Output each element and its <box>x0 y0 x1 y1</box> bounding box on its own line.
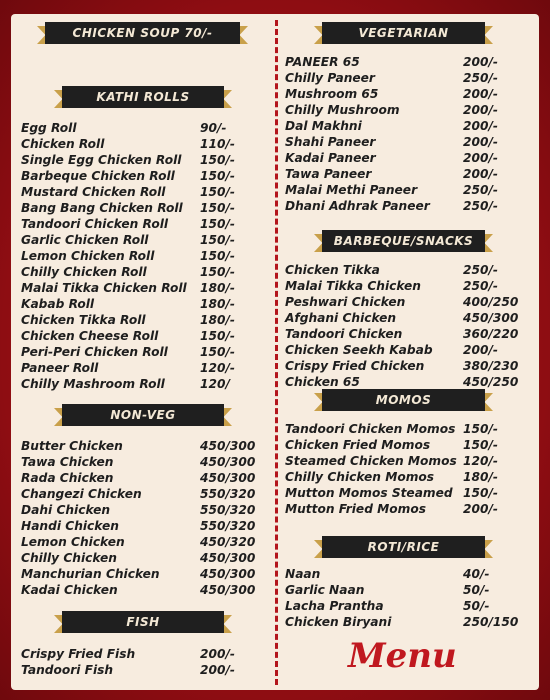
item-price: 120/- <box>463 454 498 468</box>
menu-item <box>21 184 165 200</box>
menu-item <box>21 646 135 662</box>
menu-item <box>21 662 113 678</box>
menu-item <box>21 280 187 296</box>
item-price: 450/250 <box>463 375 519 389</box>
item-price: 450/300 <box>200 439 256 453</box>
menu-item <box>21 454 113 470</box>
item-name: Garlic Chicken Roll <box>21 233 149 247</box>
item-price: 150/- <box>200 265 235 279</box>
menu-item <box>21 312 146 328</box>
menu-item <box>285 614 391 630</box>
item-price: 50/- <box>463 583 490 597</box>
item-price: 90/- <box>200 121 227 135</box>
item-price: 450/300 <box>200 583 256 597</box>
fish-heading: FISH <box>62 611 224 633</box>
item-price: 150/- <box>200 169 235 183</box>
item-name: Chicken 65 <box>285 375 360 389</box>
item-price: 150/- <box>200 249 235 263</box>
item-price: 40/- <box>463 567 490 581</box>
item-name: Crispy Fried Chicken <box>285 359 425 373</box>
item-price: 180/- <box>200 281 235 295</box>
item-name: Chilly Mashroom Roll <box>21 377 165 391</box>
item-price: 150/- <box>200 233 235 247</box>
menu-item <box>285 294 405 310</box>
item-price: 200/- <box>463 151 498 165</box>
menu-item <box>21 438 123 454</box>
item-name: Lemon Chicken Roll <box>21 249 155 263</box>
item-price: 120/ <box>200 377 230 391</box>
item-name: Chicken Roll <box>21 137 105 151</box>
item-name: Tandoori Chicken Roll <box>21 217 169 231</box>
item-price: 400/250 <box>463 295 519 309</box>
menu-item <box>285 485 453 501</box>
menu-item <box>21 486 142 502</box>
item-name: Chilly Paneer <box>285 71 375 85</box>
item-price: 250/- <box>463 183 498 197</box>
item-price: 110/- <box>200 137 235 151</box>
fish-banner <box>62 611 224 633</box>
item-name: Kabab Roll <box>21 297 95 311</box>
item-price: 150/- <box>200 345 235 359</box>
item-name: Egg Roll <box>21 121 77 135</box>
item-name: Lacha Prantha <box>285 599 384 613</box>
menu-item <box>285 262 380 278</box>
menu-item <box>285 198 430 214</box>
item-name: Barbeque Chicken Roll <box>21 169 175 183</box>
menu-item <box>21 566 160 582</box>
kathi-rolls-heading: KATHI ROLLS <box>62 86 224 108</box>
item-name: PANEER 65 <box>285 55 360 69</box>
item-name: Dahi Chicken <box>21 503 111 517</box>
item-name: Chilly Chicken Momos <box>285 470 435 484</box>
column-divider <box>275 20 278 685</box>
menu-item <box>285 166 371 182</box>
item-price: 200/- <box>463 167 498 181</box>
item-name: Manchurian Chicken <box>21 567 160 581</box>
menu-item <box>285 326 402 342</box>
menu-item <box>285 342 433 358</box>
menu-item <box>285 118 362 134</box>
momos-banner <box>322 389 485 411</box>
menu-item <box>21 550 117 566</box>
item-name: Steamed Chicken Momos <box>285 454 457 468</box>
item-price: 450/300 <box>463 311 519 325</box>
item-name: Garlic Naan <box>285 583 365 597</box>
item-price: 150/- <box>200 201 235 215</box>
item-name: Peri-Peri Chicken Roll <box>21 345 168 359</box>
item-price: 200/- <box>463 55 498 69</box>
menu-item <box>21 232 148 248</box>
item-price: 120/- <box>200 361 235 375</box>
menu-item <box>285 70 375 86</box>
item-name: Chicken Tikka Roll <box>21 313 146 327</box>
menu-item <box>21 264 147 280</box>
item-price: 150/- <box>200 185 235 199</box>
item-price: 50/- <box>463 599 490 613</box>
item-name: Chilly Chicken Roll <box>21 265 147 279</box>
item-name: Chilly Mushroom <box>285 103 400 117</box>
item-price: 200/- <box>463 87 498 101</box>
menu-item <box>285 469 434 485</box>
item-name: Chicken Fried Momos <box>285 438 431 452</box>
kathi-rolls-banner <box>62 86 224 108</box>
item-name: Mutton Fried Momos <box>285 502 426 516</box>
item-price: 550/320 <box>200 503 256 517</box>
item-name: Crispy Fried Fish <box>21 647 136 661</box>
menu-item <box>21 328 158 344</box>
item-name: Mushroom 65 <box>285 87 379 101</box>
item-name: Tandoori Chicken Momos <box>285 422 456 436</box>
roti-rice-heading: ROTI/RICE <box>322 536 485 558</box>
non-veg-heading: NON-VEG <box>62 404 224 426</box>
item-name: Handi Chicken <box>21 519 119 533</box>
roti-rice-banner <box>322 536 485 558</box>
item-price: 200/- <box>463 103 498 117</box>
menu-item <box>285 501 426 517</box>
item-name: Malai Tikka Chicken Roll <box>21 281 187 295</box>
menu-item <box>21 344 168 360</box>
item-name: Malai Tikka Chicken <box>285 279 421 293</box>
item-name: Tawa Chicken <box>21 455 114 469</box>
item-name: Rada Chicken <box>21 471 114 485</box>
item-price: 250/- <box>463 279 498 293</box>
menu-item <box>21 296 94 312</box>
menu-item <box>21 248 154 264</box>
item-name: Kadai Chicken <box>21 583 118 597</box>
item-name: Tawa Paneer <box>285 167 372 181</box>
menu-item <box>21 360 98 376</box>
item-name: Chicken Cheese Roll <box>21 329 159 343</box>
item-name: Afghani Chicken <box>285 311 397 325</box>
item-price: 380/230 <box>463 359 519 373</box>
item-price: 150/- <box>463 486 498 500</box>
menu-item <box>285 102 400 118</box>
menu-item <box>285 582 364 598</box>
menu-item <box>21 136 104 152</box>
item-name: Dal Makhni <box>285 119 362 133</box>
item-price: 200/- <box>463 135 498 149</box>
menu-item <box>285 421 455 437</box>
item-name: Mutton Momos Steamed <box>285 486 453 500</box>
item-price: 550/320 <box>200 519 256 533</box>
vegetarian-heading: VEGETARIAN <box>322 22 485 44</box>
item-name: Chilly Chicken <box>21 551 117 565</box>
menu-item <box>21 470 113 486</box>
menu-item <box>285 54 360 70</box>
menu-item <box>285 134 375 150</box>
menu-item <box>285 278 421 294</box>
item-price: 180/- <box>200 313 235 327</box>
item-name: Changezi Chicken <box>21 487 142 501</box>
item-price: 250/150 <box>463 615 519 629</box>
item-price: 150/- <box>200 153 235 167</box>
item-name: Lemon Chicken <box>21 535 125 549</box>
menu-item <box>21 216 168 232</box>
menu-item <box>21 534 125 550</box>
item-price: 450/300 <box>200 567 256 581</box>
item-price: 200/- <box>463 502 498 516</box>
item-price: 250/- <box>463 199 498 213</box>
menu-item <box>285 358 424 374</box>
item-name: Chicken Seekh Kabab <box>285 343 433 357</box>
item-price: 200/- <box>463 343 498 357</box>
item-name: Naan <box>285 567 321 581</box>
item-name: Chicken Biryani <box>285 615 392 629</box>
chicken-soup-banner <box>45 22 240 44</box>
menu-item <box>21 376 165 392</box>
item-price: 200/- <box>200 663 235 677</box>
item-price: 450/300 <box>200 471 256 485</box>
item-name: Paneer Roll <box>21 361 99 375</box>
item-name: Single Egg Chicken Roll <box>21 153 182 167</box>
item-price: 450/300 <box>200 551 256 565</box>
menu-title: Menu <box>348 636 457 676</box>
menu-item <box>285 150 376 166</box>
item-price: 180/- <box>200 297 235 311</box>
item-name: Butter Chicken <box>21 439 123 453</box>
item-price: 150/- <box>200 217 235 231</box>
chicken-soup-label: CHICKEN SOUP 70/- <box>45 22 240 44</box>
menu-item <box>21 200 183 216</box>
barbeque-heading: BARBEQUE/SNACKS <box>322 230 485 252</box>
item-price: 150/- <box>463 422 498 436</box>
vegetarian-banner <box>322 22 485 44</box>
item-name: Chicken Tikka <box>285 263 380 277</box>
item-name: Tandoori Fish <box>21 663 114 677</box>
menu-item <box>285 453 457 469</box>
item-price: 550/320 <box>200 487 256 501</box>
menu-item <box>285 310 396 326</box>
menu-item <box>21 168 175 184</box>
item-price: 450/300 <box>200 455 256 469</box>
item-name: Shahi Paneer <box>285 135 376 149</box>
menu-item <box>21 518 119 534</box>
item-price: 150/- <box>200 329 235 343</box>
menu-item <box>285 182 417 198</box>
menu-item <box>285 437 430 453</box>
item-price: 250/- <box>463 263 498 277</box>
menu-item <box>285 598 384 614</box>
item-name: Kadai Paneer <box>285 151 376 165</box>
menu-item <box>285 374 360 390</box>
item-name: Dhani Adhrak Paneer <box>285 199 430 213</box>
item-price: 200/- <box>200 647 235 661</box>
non-veg-banner <box>62 404 224 426</box>
menu-item <box>21 502 110 518</box>
barbeque-banner <box>322 230 485 252</box>
menu-item <box>21 582 118 598</box>
item-price: 200/- <box>463 119 498 133</box>
item-price: 450/320 <box>200 535 256 549</box>
menu-item <box>285 566 320 582</box>
menu-item <box>21 120 77 136</box>
item-name: Bang Bang Chicken Roll <box>21 201 183 215</box>
momos-heading: MOMOS <box>322 389 485 411</box>
item-price: 150/- <box>463 438 498 452</box>
item-name: Tandoori Chicken <box>285 327 403 341</box>
menu-item <box>21 152 181 168</box>
item-name: Malai Methi Paneer <box>285 183 418 197</box>
item-name: Peshwari Chicken <box>285 295 406 309</box>
item-price: 360/220 <box>463 327 519 341</box>
item-price: 180/- <box>463 470 498 484</box>
item-price: 250/- <box>463 71 498 85</box>
menu-item <box>285 86 378 102</box>
item-name: Mustard Chicken Roll <box>21 185 166 199</box>
